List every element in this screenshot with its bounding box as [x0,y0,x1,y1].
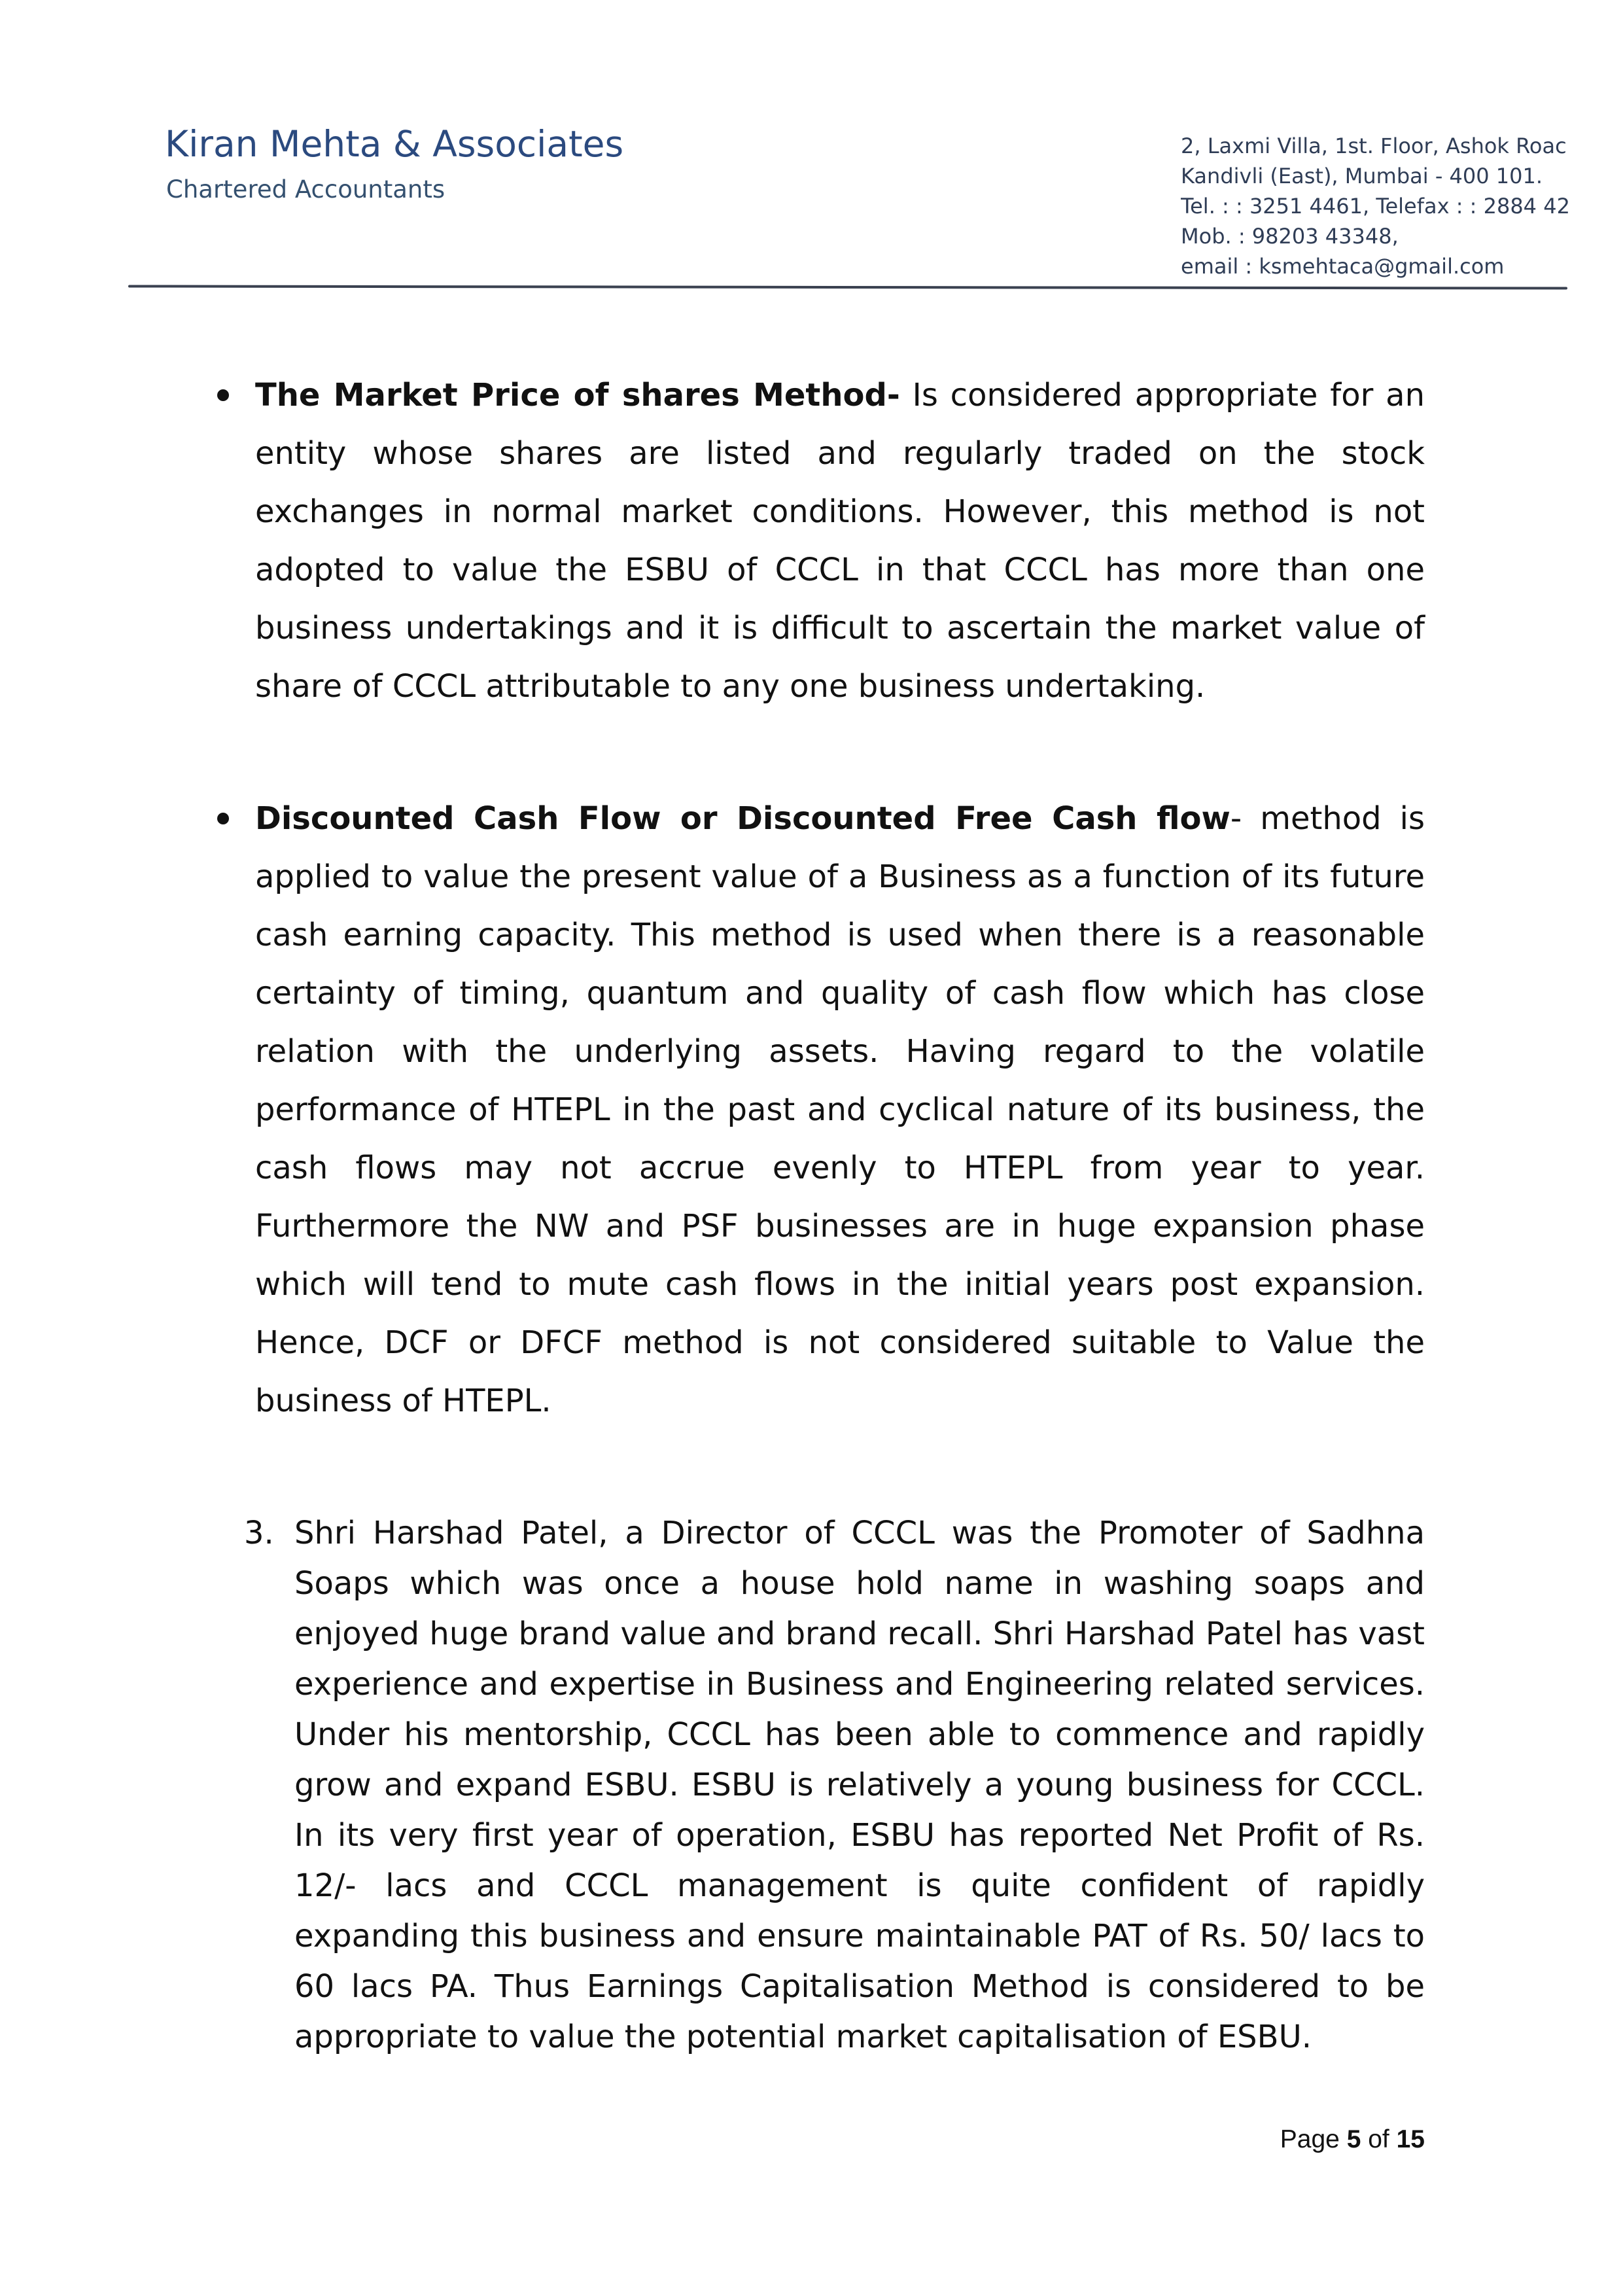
page-of-label: of [1368,2125,1389,2153]
address-line: Tel. : : 3251 4461, Telefax : : 2884 42 [1181,194,1570,219]
firm-address [1181,131,1623,281]
bullet-text: - method is applied to value the present value of a Business as a function of its future cash earning capacity. This method is used when there is a reasonable certainty of timing, quantum and quality of cash flow which has close relation with the underlying assets. Having regard to the volatile performance of HTEPL in the past and cyclical nature of its business, the cash flows may not accrue evenly to HTEPL from year to year. Furthermore the NW and PSF businesses are in huge expansion phase which will tend to mute cash flows in the initial years post expansion. Hence, DCF or DFCF method is not considered suitable to Value the business of HTEPL. [255,800,1425,1419]
address-line: email : ksmehtaca@gmail.com [1181,254,1505,279]
bullet-icon [217,389,229,401]
bullet-heading: The Market Price of shares Method- [255,377,900,414]
page-current: 5 [1346,2125,1361,2153]
address-line: Mob. : 98203 43348, [1181,224,1399,249]
numbered-paragraph: Shri Harshad Patel, a Director of CCCL was the Promoter of Sadhna Soaps which was once a house hold name in washing soaps and enjoyed huge brand value and brand recall. Shri Harshad Patel has vast experience and expertise in Business and Engineering related services. Under his mentorship, CCCL has been able to commence and rapidly grow and expand ESBU. ESBU is relatively a young business for CCCL. In its very first year of operation, ESBU has reported Net Profit of Rs. 12/- lacs and CCCL management is quite confident of rapidly expanding this business and ensure maintainable PAT of Rs. 50/ lacs to 60 lacs PA. Thus Earnings Capitalisation Method is considered to be appropriate to value the potential market capitalisation of ESBU. [294,1515,1425,2055]
bullet-heading: Discounted Cash Flow or Discounted Free Cash flow [255,800,1230,837]
list-number: 3. [244,1515,274,1551]
bullet-market-price-method [255,366,1425,716]
bullet-dcf-method [255,790,1425,1430]
letterhead [0,0,1623,308]
page-total: 15 [1396,2125,1425,2153]
letterhead-divider [128,285,1567,289]
bullet-icon [217,813,229,824]
page-number [1276,2125,1425,2154]
firm-subtitle: Chartered Accountants [166,175,445,203]
firm-name: Kiran Mehta & Associates [165,123,624,165]
address-line: 2, Laxmi Villa, 1st. Floor, Ashok Roac [1181,133,1567,158]
bullet-text: Is considered appropriate for an entity whose shares are listed and regularly traded on the stock exchanges in normal market conditions. However, this method is not adopted to value the ESBU of CCCL in that CCCL has more than one business undertakings and it is difficult to ascertain the market value of share of CCCL attributable to any one business undertaking. [255,377,1425,705]
page-label: Page [1280,2125,1340,2153]
address-line: Kandivli (East), Mumbai - 400 101. [1181,164,1543,188]
